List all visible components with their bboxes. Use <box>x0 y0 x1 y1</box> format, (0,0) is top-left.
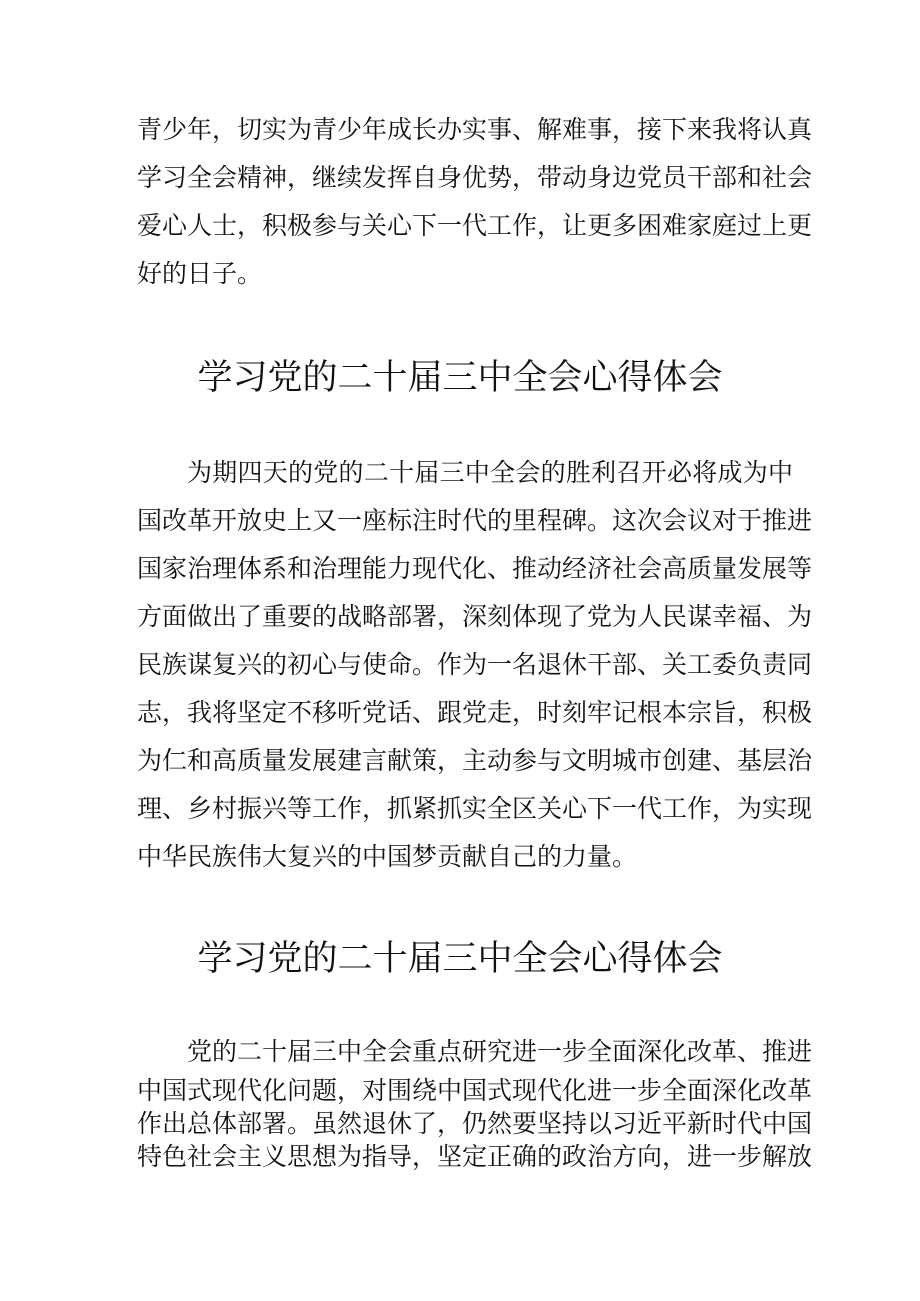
text-line: 理、乡村振兴等工作，抓紧抓实全区关心下一代工作，为实现 <box>137 794 813 823</box>
text-line: 青少年，切实为青少年成长办实事、解难事，接下来我将认真 <box>137 115 813 144</box>
text-line: 志，我将坚定不移听党话、跟党走，时刻牢记根本宗旨，积极 <box>137 698 813 727</box>
text-line: 国家治理体系和治理能力现代化、推动经济社会高质量发展等 <box>137 554 813 583</box>
section-title: 学习党的二十届三中全会心得体会 <box>197 939 723 979</box>
text-line: 好的日子。 <box>137 259 263 288</box>
text-line: 方面做出了重要的战略部署，深刻体现了党为人民谋幸福、为 <box>137 602 813 631</box>
section-title: 学习党的二十届三中全会心得体会 <box>197 358 723 398</box>
text-line: 特色社会主义思想为指导，坚定正确的政治方向，进一步解放 <box>137 1142 813 1171</box>
text-line: 国改革开放史上又一座标注时代的里程碑。这次会议对于推进 <box>137 506 813 535</box>
text-line: 作出总体部署。虽然退休了，仍然要坚持以习近平新时代中国 <box>137 1109 813 1138</box>
text-line: 为期四天的党的二十届三中全会的胜利召开必将成为中 <box>187 458 793 487</box>
text-line: 学习全会精神，继续发挥自身优势，带动身边党员干部和社会 <box>137 163 813 192</box>
text-line: 民族谋复兴的初心与使命。作为一名退休干部、关工委负责同 <box>137 650 813 679</box>
text-line: 爱心人士，积极参与关心下一代工作，让更多困难家庭过上更 <box>137 211 813 240</box>
text-line: 中国式现代化问题，对围绕中国式现代化进一步全面深化改革 <box>137 1076 813 1105</box>
text-line: 党的二十届三中全会重点研究进一步全面深化改革、推进 <box>187 1037 813 1066</box>
text-line: 为仁和高质量发展建言献策，主动参与文明城市创建、基层治 <box>137 746 813 775</box>
text-line: 中华民族伟大复兴的中国梦贡献自己的力量。 <box>137 842 638 871</box>
